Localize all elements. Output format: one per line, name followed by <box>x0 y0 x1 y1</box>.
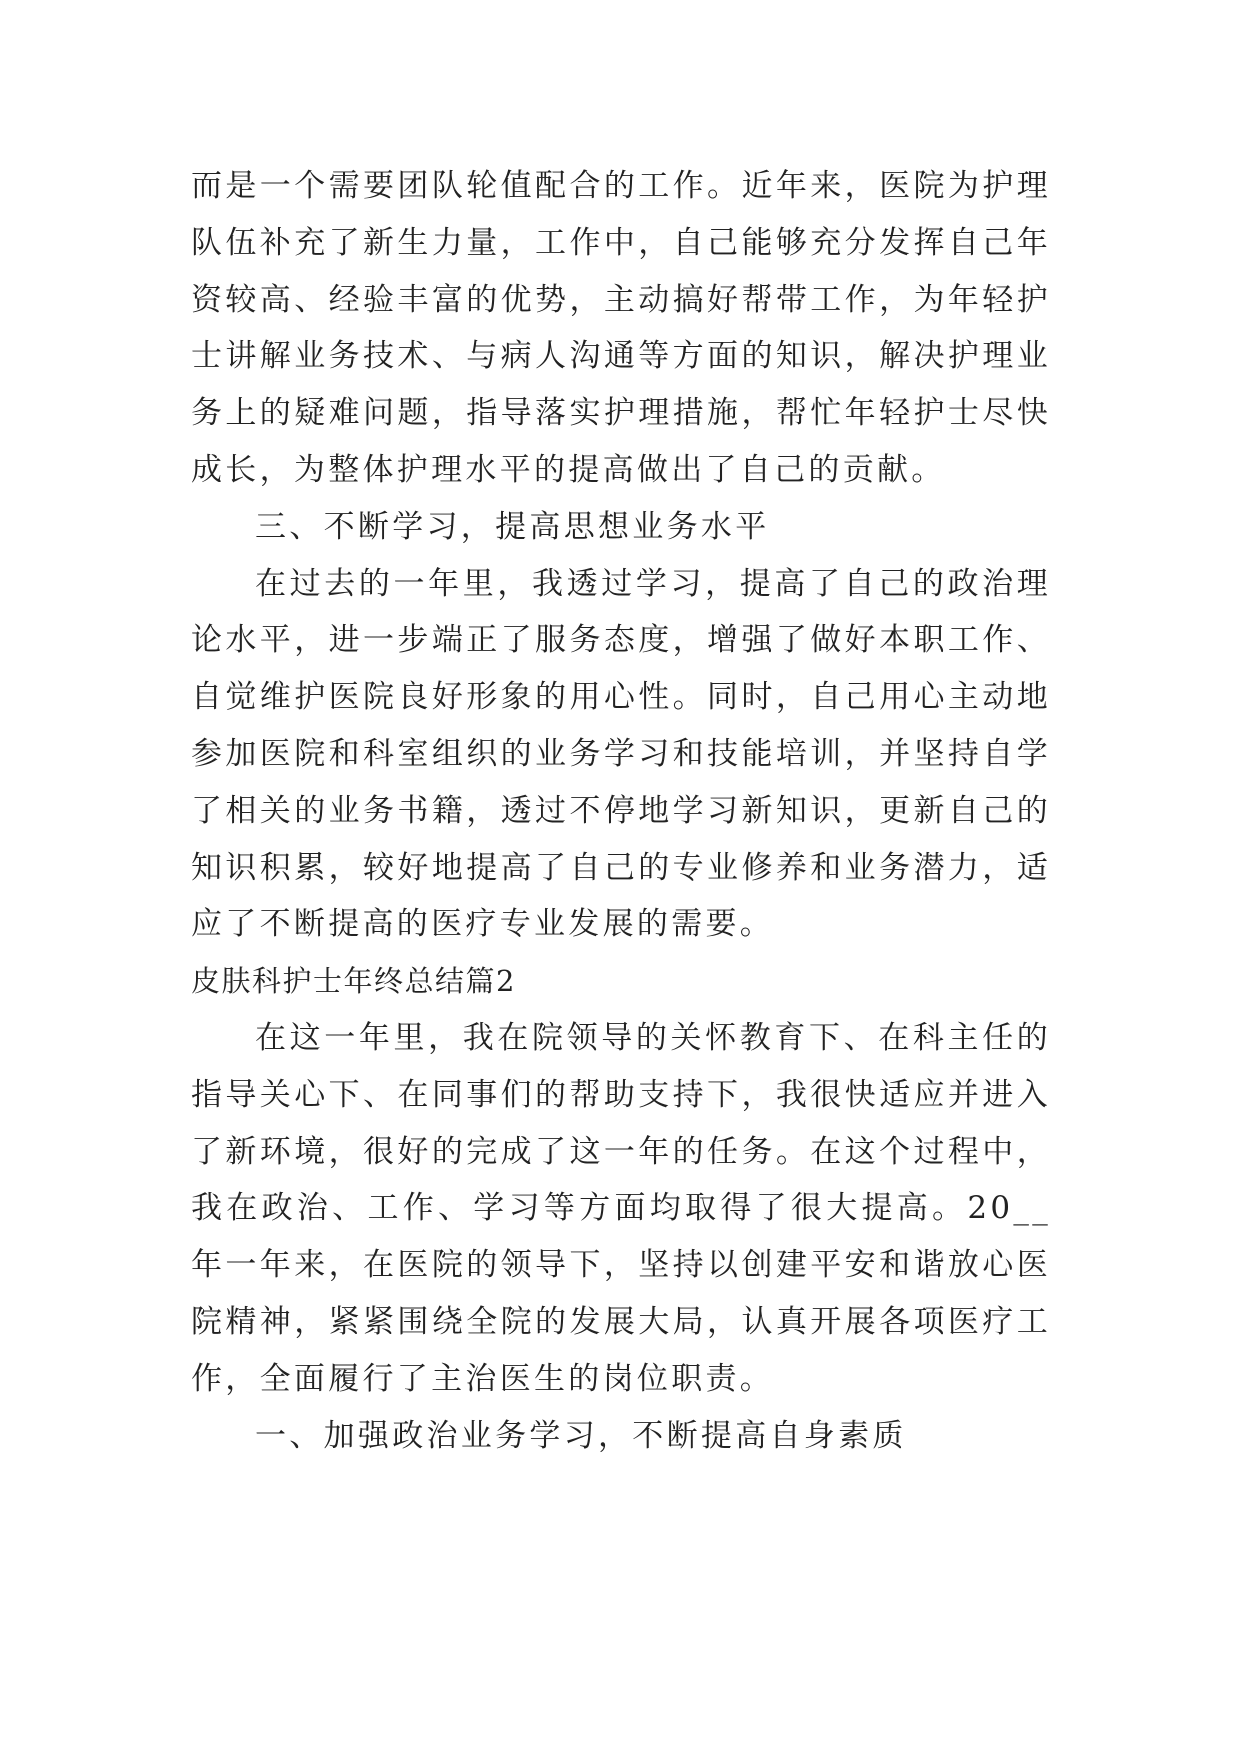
section-title-1: 一、加强政治业务学习，不断提高自身素质 <box>255 1417 907 1454</box>
paragraph-section-3: 在过去的一年里，我透过学习，提高了自己的政治理论水平，进一步端正了服务态度，增强了做好本职工作、自觉维护医院良好形象的用心性。同时，自己用心主动地参加医院和科室组织的业务学习和技能培训，并坚持自学了相关的业务书籍，透过不停地学习新知识，更新自己的知识积累，较好地提高了自己的专业修养和业务潜力，适应了不断提高的医疗专业发展的需要。 <box>191 565 1051 943</box>
paragraph-continuation: 而是一个需要团队轮值配合的工作。近年来，医院为护理队伍补充了新生力量，工作中，自己能够充分发挥自己年资较高、经验丰富的优势，主动搞好帮带工作，为年轻护士讲解业务技术、与病人沟通等方面的知识，解决护理业务上的疑难问题，指导落实护理措施，帮忙年轻护士尽快成长，为整体护理水平的提高做出了自己的贡献。 <box>191 168 1051 488</box>
section-title-3: 三、不断学习，提高思想业务水平 <box>255 508 770 545</box>
document-body <box>191 158 1051 1464</box>
paragraph-intro: 在这一年里，我在院领导的关怀教育下、在科主任的指导关心下、在同事们的帮助支持下，我很快适应并进入了新环境，很好的完成了这一年的任务。在这个过程中，我在政治、工作、学习等方面均取得了很大提高。20__年一年来，在医院的领导下，坚持以创建平安和谐放心医院精神，紧紧围绕全院的发展大局，认真开展各项医疗工作，全面履行了主治医生的岗位职责。 <box>191 1019 1051 1397</box>
article-heading: 皮肤科护士年终总结篇2 <box>191 964 516 999</box>
